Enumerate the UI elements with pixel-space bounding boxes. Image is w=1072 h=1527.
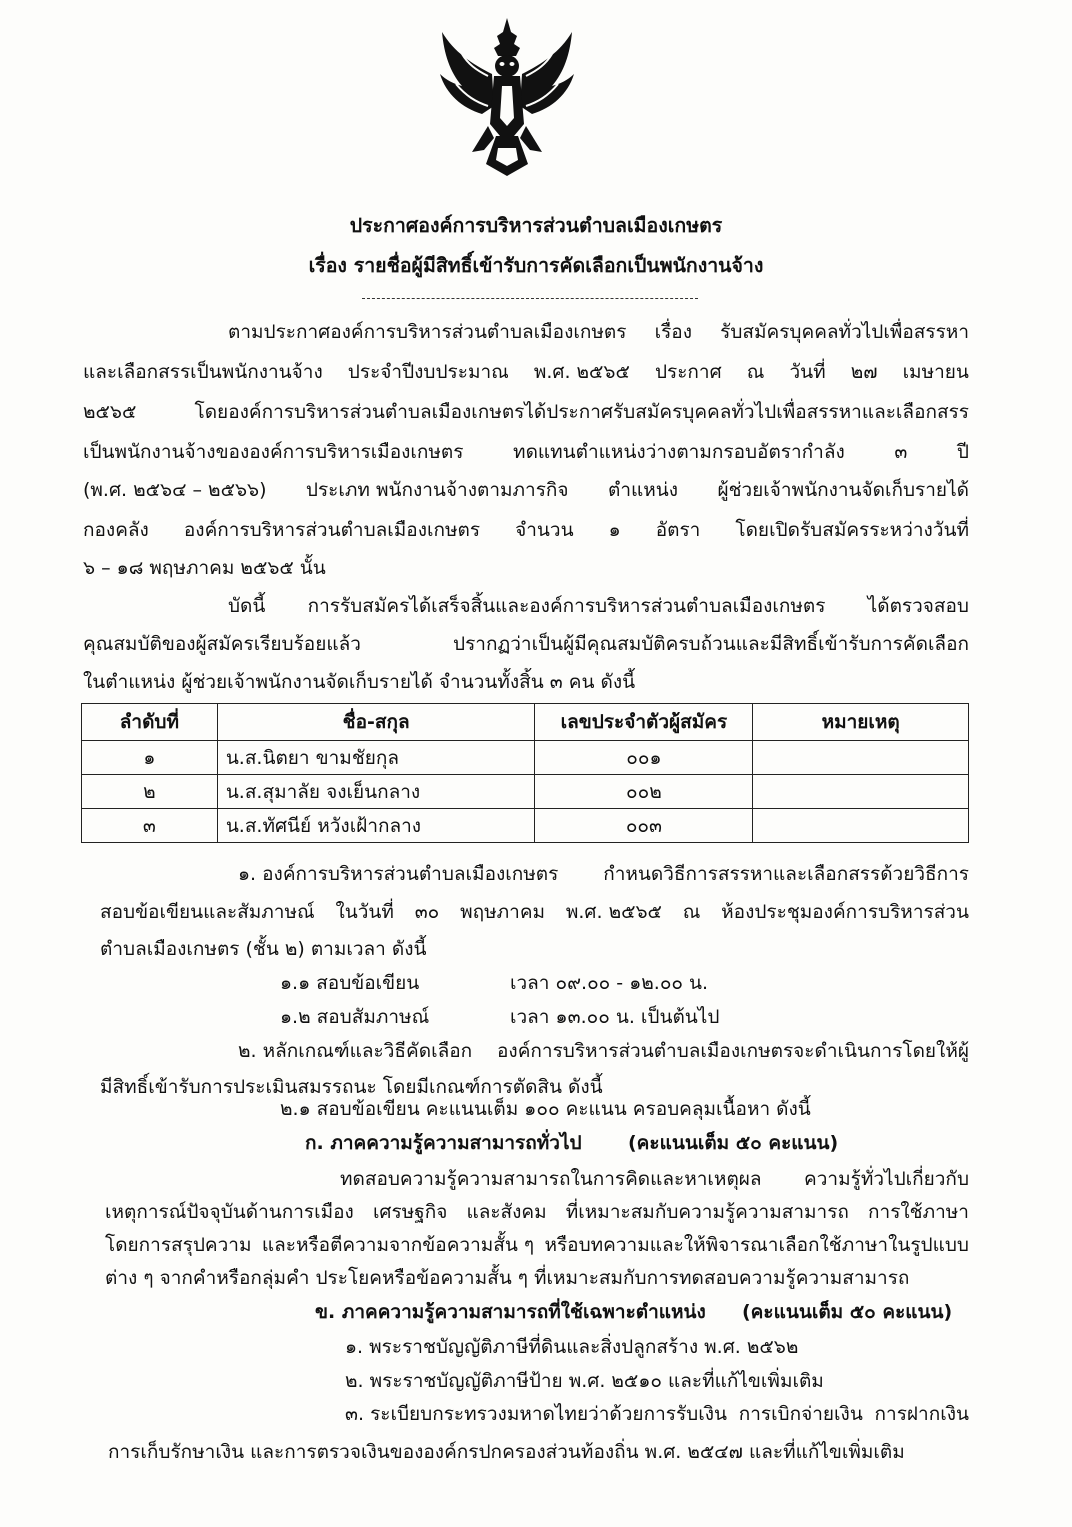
text-segment: พ.ศ. ๒๕๖๕	[565, 901, 662, 923]
text-segment: ความรู้ทั่วไปเกี่ยวกับ	[804, 1168, 969, 1190]
text-segment: องค์การบริหารส่วนตำบลเมืองเกษตรจะดำเนินการโดยให้ผู้	[497, 1040, 969, 1062]
col-header-order: ลำดับที่	[82, 704, 218, 741]
text-segment: เหตุการณ์ปัจจุบันด้านการเมือง	[105, 1201, 354, 1223]
text-segment: ๑. องค์การบริหารส่วนตำบลเมืองเกษตร	[238, 863, 559, 885]
text-segment: ผู้ช่วยเจ้าพนักงานจัดเก็บรายได้	[717, 479, 969, 501]
cell-applicant-id: ๐๐๑	[535, 741, 753, 775]
cell-applicant-id: ๐๐๒	[535, 775, 753, 809]
part-a-line-2	[105, 1200, 969, 1224]
text-segment: หรือบทความและให้พิจารณาเลือกใช้ภาษาในรูปแบบ	[544, 1234, 969, 1256]
page-subject: เรื่อง รายชื่อผู้มีสิทธิ์เข้ารับการคัดเลือกเป็นพนักงานจ้าง	[308, 254, 764, 277]
text-segment: ณ	[746, 361, 765, 383]
schedule-item-written-label: ๑.๑ สอบข้อเขียน	[280, 972, 420, 994]
text-segment: ประจำปีงบประมาณ	[347, 361, 509, 383]
part-a-heading: ก. ภาคความรู้ความสามารถทั่วไป	[305, 1132, 582, 1154]
text-segment: การรับสมัครได้เสร็จสิ้นและองค์การบริหารส่วนตำบลเมืองเกษตร	[307, 595, 826, 617]
paragraph-2-line-1	[228, 594, 969, 618]
cell-order: ๑	[82, 741, 218, 775]
text-segment: ปรากฏว่าเป็นผู้มีคุณสมบัติครบถ้วนและมีสิทธิ์เข้ารับการคัดเลือก	[453, 633, 969, 655]
text-segment: ห้องประชุมองค์การบริหารส่วน	[721, 901, 969, 923]
text-segment: องค์การบริหารส่วนตำบลเมืองเกษตร	[183, 519, 481, 541]
text-segment: คุณสมบัติของผู้สมัครเรียบร้อยแล้ว	[83, 633, 361, 655]
section-2-line-2	[100, 1075, 603, 1099]
text-segment: กองคลัง	[83, 519, 149, 541]
cell-order: ๓	[82, 809, 218, 843]
col-header-applicant-id: เลขประจำตัวผู้สมัคร	[535, 704, 753, 741]
table-header-row	[82, 704, 969, 741]
text-segment: ๑	[608, 519, 621, 541]
paragraph-1-line-5	[83, 478, 969, 502]
cell-remark	[753, 741, 969, 775]
text-segment: ๓๐	[414, 901, 440, 923]
text-segment: เรื่อง	[654, 321, 692, 343]
garuda-emblem-icon	[432, 14, 582, 184]
text-segment: กำหนดวิธีการสรรหาและเลือกสรรด้วยวิธีการ	[603, 863, 969, 885]
text-segment: ตำแหน่ง	[607, 479, 679, 501]
text-segment: พฤษภาคม	[460, 901, 546, 923]
text-segment: เมษายน	[902, 361, 969, 383]
text-segment: การฝากเงิน	[874, 1403, 969, 1425]
section-1-line-2	[100, 900, 969, 924]
text-segment: โดยการสรุปความ	[105, 1234, 252, 1256]
part-b-item-3-continued: การเก็บรักษาเงิน และการตรวจเงินขององค์กรปกครองส่วนท้องถิ่น พ.ศ. ๒๕๔๗ และที่แก้ไขเพิ่มเติม	[108, 1441, 905, 1463]
text-segment: ๒๕๖๕	[83, 401, 137, 423]
text-segment: ๓. ระเบียบกระทรวงมหาดไทยว่าด้วยการรับเงิน	[345, 1403, 727, 1425]
text-segment: วันที่	[789, 361, 826, 383]
part-a-score: (คะแนนเต็ม ๕๐ คะแนน)	[628, 1132, 839, 1154]
text-segment: สอบข้อเขียนและสัมภาษณ์	[100, 901, 315, 923]
text-segment: เศรษฐกิจ	[372, 1201, 448, 1223]
schedule-item-interview-label: ๑.๒ สอบสัมภาษณ์	[280, 1006, 430, 1028]
col-header-remark: หมายเหตุ	[753, 704, 969, 741]
part-a-line-4	[105, 1266, 909, 1290]
part-b-item-3	[345, 1402, 969, 1426]
text-segment: มีสิทธิ์เข้ารับการประเมินสมรรถนะ โดยมีเกณฑ์การตัดสิน ดังนี้	[100, 1076, 603, 1098]
paragraph-1-line-3	[83, 400, 969, 424]
text-segment: การเบิกจ่ายเงิน	[738, 1403, 863, 1425]
cell-applicant-id: ๐๐๓	[535, 809, 753, 843]
text-segment: ตามประกาศองค์การบริหารส่วนตำบลเมืองเกษตร	[228, 321, 627, 343]
part-b-heading: ข. ภาคความรู้ความสามารถที่ใช้เฉพาะตำแหน่ง	[315, 1301, 706, 1323]
text-segment: และสังคม	[466, 1201, 547, 1223]
text-segment: ๒๗	[850, 361, 878, 383]
text-segment: ประกาศ	[654, 361, 722, 383]
part-b-item-1: ๑. พระราชบัญญัติภาษีที่ดินและสิ่งปลูกสร้าง พ.ศ. ๒๕๖๒	[345, 1336, 799, 1358]
table-row	[82, 809, 969, 843]
text-segment: อัตรา	[655, 519, 701, 541]
text-segment: ตำบลเมืองเกษตร (ชั้น ๒) ตามเวลา ดังนี้	[100, 938, 427, 960]
paragraph-2-line-3	[83, 670, 635, 694]
section-1-line-1	[238, 862, 969, 886]
cell-name: น.ส.นิตยา ขามชัยกุล	[217, 741, 535, 775]
text-segment: ที่เหมาะสมกับความรู้ความสามารถ	[565, 1201, 849, 1223]
text-segment: ต่าง ๆ จากคำหรือกลุ่มคำ ประโยคหรือข้อความสั้น ๆ ที่เหมาะสมกับการทดสอบความรู้ความสามารถ	[105, 1267, 910, 1289]
text-segment: การใช้ภาษา	[868, 1201, 969, 1223]
section-2-1-written-exam: ๒.๑ สอบข้อเขียน คะแนนเต็ม ๑๐๐ คะแนน ครอบคลุมเนื้อหา ดังนี้	[280, 1098, 811, 1120]
paragraph-1-line-1	[228, 320, 969, 344]
schedule-item-interview-time: เวลา ๑๓.๐๐ น. เป็นต้นไป	[510, 1006, 720, 1028]
table-row	[82, 775, 969, 809]
text-segment: ในวันที่	[335, 901, 394, 923]
part-b-score: (คะแนนเต็ม ๕๐ คะแนน)	[742, 1301, 953, 1323]
cell-name: น.ส.สุมาลัย จงเย็นกลาง	[217, 775, 535, 809]
cell-name: น.ส.ทัศนีย์ หวังเฝ้ากลาง	[217, 809, 535, 843]
paragraph-1-line-7	[83, 556, 326, 580]
text-segment: ในตำแหน่ง ผู้ช่วยเจ้าพนักงานจัดเก็บรายได้ จำนวนทั้งสิ้น ๓ คน ดังนี้	[83, 671, 636, 693]
text-segment: ทดแทนตำแหน่งว่างตามกรอบอัตรากำลัง	[513, 441, 845, 463]
text-segment: บัดนี้	[228, 595, 266, 617]
text-segment: ๓	[894, 441, 908, 463]
cell-remark	[753, 775, 969, 809]
text-segment: เป็นพนักงานจ้างขององค์การบริหารเมืองเกษตร	[83, 441, 464, 463]
text-segment: ๖ – ๑๘ พฤษภาคม ๒๕๖๕ นั้น	[83, 557, 326, 579]
text-segment: ณ	[682, 901, 701, 923]
part-b-item-2: ๒. พระราชบัญญัติภาษีป้าย พ.ศ. ๒๕๑๐ และที่แก้ไขเพิ่มเติม	[345, 1370, 824, 1392]
text-segment: โดยองค์การบริหารส่วนตำบลเมืองเกษตรได้ประกาศรับสมัครบุคคลทั่วไปเพื่อสรรหาและเลือกสรร	[194, 401, 969, 423]
text-segment: ปี	[956, 441, 969, 463]
divider	[362, 298, 698, 299]
text-segment: และเลือกสรรเป็นพนักงานจ้าง	[83, 361, 323, 383]
text-segment: พ.ศ. ๒๕๖๕	[533, 361, 630, 383]
paragraph-2-line-2	[83, 632, 969, 656]
text-segment: และหรือตีความจากข้อความสั้น ๆ	[261, 1234, 535, 1256]
paragraph-1-line-2	[83, 360, 969, 384]
cell-remark	[753, 809, 969, 843]
cell-order: ๒	[82, 775, 218, 809]
page-title: ประกาศองค์การบริหารส่วนตำบลเมืองเกษตร	[349, 214, 723, 237]
text-segment: (พ.ศ. ๒๕๖๔ – ๒๕๖๖)	[83, 479, 267, 501]
candidate-table	[81, 703, 969, 843]
schedule-item-written-time: เวลา ๐๙.๐๐ - ๑๒.๐๐ น.	[510, 972, 709, 994]
table-row	[82, 741, 969, 775]
paragraph-1-line-6	[83, 518, 969, 542]
text-segment: ทดสอบความรู้ความสามารถในการคิดและหาเหตุผล	[340, 1168, 762, 1190]
section-1-line-3	[100, 937, 427, 961]
text-segment: ประเภท พนักงานจ้างตามภารกิจ	[305, 479, 569, 501]
text-segment: จำนวน	[515, 519, 574, 541]
col-header-name: ชื่อ-สกุล	[217, 704, 535, 741]
text-segment: ๒. หลักเกณฑ์และวิธีคัดเลือก	[238, 1040, 473, 1062]
paragraph-1-line-4	[83, 440, 969, 464]
part-a-line-1	[340, 1167, 969, 1191]
section-2-line-1	[238, 1039, 969, 1063]
part-a-line-3	[105, 1233, 969, 1257]
text-segment: รับสมัครบุคคลทั่วไปเพื่อสรรหา	[720, 321, 969, 343]
text-segment: โดยเปิดรับสมัครระหว่างวันที่	[735, 519, 969, 541]
text-segment: ได้ตรวจสอบ	[867, 595, 969, 617]
